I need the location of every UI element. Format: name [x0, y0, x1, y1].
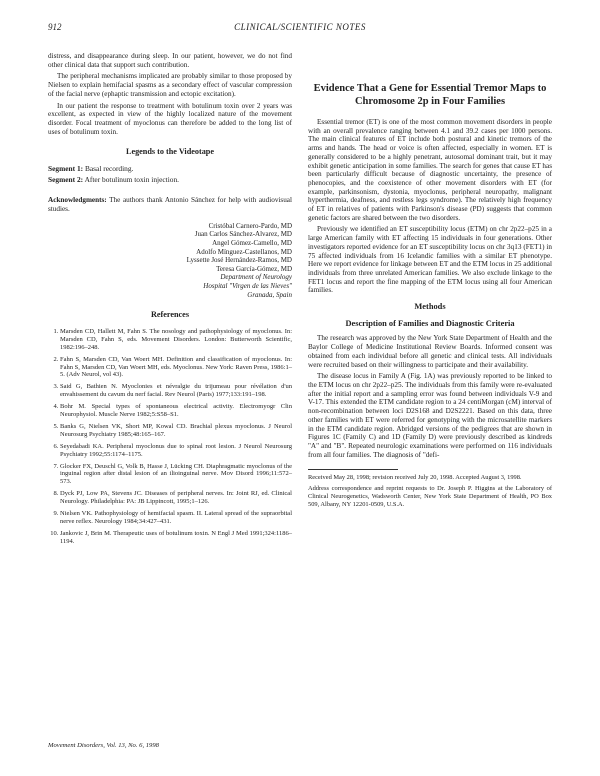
page-number: 912	[48, 22, 62, 32]
reference-item: 9. Nielsen VK. Pathophysiology of hemifacial spasm. II. Lateral spread of the supraorbital nerve reflex. Neurology 1984;34:427–431.	[60, 510, 292, 526]
videotape-segment	[48, 165, 292, 174]
right-column	[308, 52, 552, 512]
left-column	[48, 52, 292, 550]
segment-text: Basal recording.	[84, 164, 134, 174]
body-paragraph: The disease locus in Family A (Fig. 1A) was previously reported to be linked to the ETM locus on chr 2p22–p25. The individuals from this family were re-evaluated after the initial report and a sampling error was found between individuals V-9 and V-17. This extended the ETM candidate region to a 24 centiMorgan (cM) interval of non-recombination between loci D2S168 and D2S2221. Based on this data, three other families with ET were referred for genotyping with the microsatellite markers in the ETM candidate region. Abridged versions of the pedigrees that are shown in Figures 1C (Family C) and 1D (Family D) were previously described as kindreds "A" and "B". Repeated neurologic examinations were performed on 116 individuals from all four families. The diagnosis of "defi-	[308, 372, 552, 459]
legends-heading: Legends to the Videotape	[125, 147, 214, 157]
reference-item: 3. Said G, Bathien N. Myoclonies et névralgie du trijumeau pour révélation d'un envahissement du cavum du nerf facial. Rev Neurol (Paris) 1977;133:191–198.	[60, 383, 292, 399]
segment-text: After botulinum toxin injection.	[84, 174, 179, 184]
affiliation: Hospital "Virgen de las Nieves"	[203, 282, 292, 290]
reference-item: 10. Jankovic J, Brin M. Therapeutic uses of botulinum toxin. N Engl J Med 1991;324:1186–1194.	[60, 530, 292, 546]
author-name: Juan Carlos Sánchez-Alvarez, MD	[194, 230, 292, 239]
reference-item: 5. Banks G, Nielsen VK, Short MP, Kowal CD. Brachial plexus myoclonus. J Neurol Neurosurg Psychiatry 1985;48:165–167.	[60, 423, 292, 439]
reference-item: 8. Dyck PJ, Low PA, Stevens JC. Diseases of peripheral nerves. In: Joint RJ, ed. Clinical Neurology. Philadelphia: PA: JB Lippincott, 1995;1–126.	[60, 490, 292, 506]
reference-item: 6. Seyedabadi KA. Peripheral myoclonus due to spinal root lesion. J Neurol Neurosurg Psychiatry 1992;55:1174–1175.	[60, 443, 292, 459]
reference-item: 2. Fahn S, Marsden CD, Van Woert MH. Definition and classification of myoclonus. In: Fahn S, Marsden CD, Van Woert MH, eds. Myoclonus. New York: Raven Press, 1986:1–5. (Adv Neurol, vol 43).	[60, 356, 292, 380]
author-name: Teresa García-Gómez, MD	[216, 264, 292, 273]
body-paragraph: distress, and disappearance during sleep. In our patient, however, we do not find other clinical data that support such contribution.	[48, 52, 292, 69]
article-title: Evidence That a Gene for Essential Tremor Maps to Chromosome 2p in Four Families	[313, 83, 547, 107]
body-paragraph: The peripheral mechanisms implicated are probably similar to those proposed by Nielsen to explain hemifacial spasms as a secondary effect of vascular compression of the facial nerve (ephaptic transmission and ectopic excitation).	[48, 72, 292, 98]
footnote-divider	[308, 469, 398, 470]
methods-subheading: Description of Families and Diagnostic Criteria	[345, 318, 515, 328]
body-paragraph: Previously we identified an ET susceptibility locus (ETM) on chr 2p22–p25 in a large American family with ET affecting 15 individuals in four generations. Other investigators reported evidence for an ET susceptibility locus on chr 3q13 (FET1) in 75 affected individuals from 16 Icelandic families with a similar ET phenotype. Here we report evidence for linkage between ET and the ETM locus in 25 additional individuals from three unrelated American families. We also exclude linkage to the FET1 locus and report the fine mapping of the ETM locus using all four American families.	[308, 225, 552, 295]
page-header	[48, 22, 552, 36]
reference-item: 1. Marsden CD, Hallett M, Fahn S. The nosology and pathophysiology of myoclonus. In: Marsden CD, Fahn S, eds. Movement Disorders. London: Butterworth Scientific, 1982:196–248.	[60, 328, 292, 352]
ack-label: Acknowledgments:	[48, 196, 107, 205]
journal-footer: Movement Disorders, Vol. 13, No. 6, 1998	[48, 742, 159, 749]
reference-item: 7. Glocker FX, Deuschl G, Volk B, Hasse J, Lücking CH. Diaphragmatic myoclonus of the inguinal region after distal lesion of an ilioinguinal nerve. Mov Disord 1996;11:572–573.	[60, 463, 292, 487]
received-note: Received May 28, 1998; revision received July 20, 1998. Accepted August 3, 1998.	[308, 474, 522, 482]
author-list	[48, 222, 292, 299]
segment-label: Segment 2:	[48, 174, 84, 184]
references-heading: References	[150, 310, 190, 320]
author-name: Angel Gómez-Camello, MD	[212, 239, 292, 248]
body-paragraph: The research was approved by the New York State Department of Health and the Baylor College of Medicine Institutional Review Boards. Informed consent was obtained from each individual before all genetic and clinical tests. All individuals were recruited based on their willingness to participate and their availability.	[308, 334, 552, 369]
author-name: Adolfo Mínguez-Castellanos, MD	[196, 247, 292, 256]
videotape-segment	[48, 176, 292, 185]
segment-label: Segment 1:	[48, 164, 84, 174]
body-paragraph: Essential tremor (ET) is one of the most common movement disorders in people with an overall prevalence ranging between 4.1 and 39.2 cases per 1000 persons. The main clinical features of ET include both postural and kinetic tremors of the arms and hands. The head or voice is often affected, especially in women. ET is generally considered to be a highly penetrant, autosomal dominant trait, but it may exhibit genetic anticipation in some families. The search for genes that cause ET has been particularly difficult because of diagnostic uncertainty, the presence of phenocopies, and the coexistence of other movement disorders with ET (for example, parkinsonism, dystonia, myoclonus, peripheral neuropathy, malignant hyperthermia, deafness, and restless legs syndrome). The relatively high frequency of ET in relatives of patients with Parkinson's disease (PD) suggests that common genetic factors are shared between the two disorders.	[308, 118, 552, 222]
affiliation: Granada, Spain	[247, 290, 292, 299]
affiliation: Department of Neurology	[220, 273, 292, 282]
author-name: Cristóbal Carnero-Pardo, MD	[208, 221, 292, 230]
methods-heading: Methods	[414, 302, 446, 312]
body-paragraph: In our patient the response to treatment with botulinum toxin over 2 years was excellent, as expected in view of the highly localized nature of the movement disorder. Focal treatment of myoclonus can therefore be added to the long list of uses of botulinum toxin.	[48, 101, 292, 136]
author-name: Lyssette José Hernández-Ramos, MD	[186, 256, 292, 265]
running-title: CLINICAL/SCIENTIFIC NOTES	[234, 22, 366, 32]
ack-text: The authors thank Antonio Sánchez for help with audiovisual studies.	[48, 196, 292, 214]
reference-list	[48, 328, 292, 546]
reference-item: 4. Bohr M. Special types of spontaneous electrical activity. Electromyogr Clin Neurophysiol. Muscle Nerve 1982;5:S58–S1.	[60, 403, 292, 419]
correspondence-note: Address correspondence and reprint requests to Dr. Joseph P. Higgins at the Laboratory of Clinical Neurogenetics, Wadsworth Center, New York State Department of Health, PO Box 509, Albany, NY 12201-0509, U.S.A.	[308, 485, 552, 509]
acknowledgments	[48, 196, 292, 213]
